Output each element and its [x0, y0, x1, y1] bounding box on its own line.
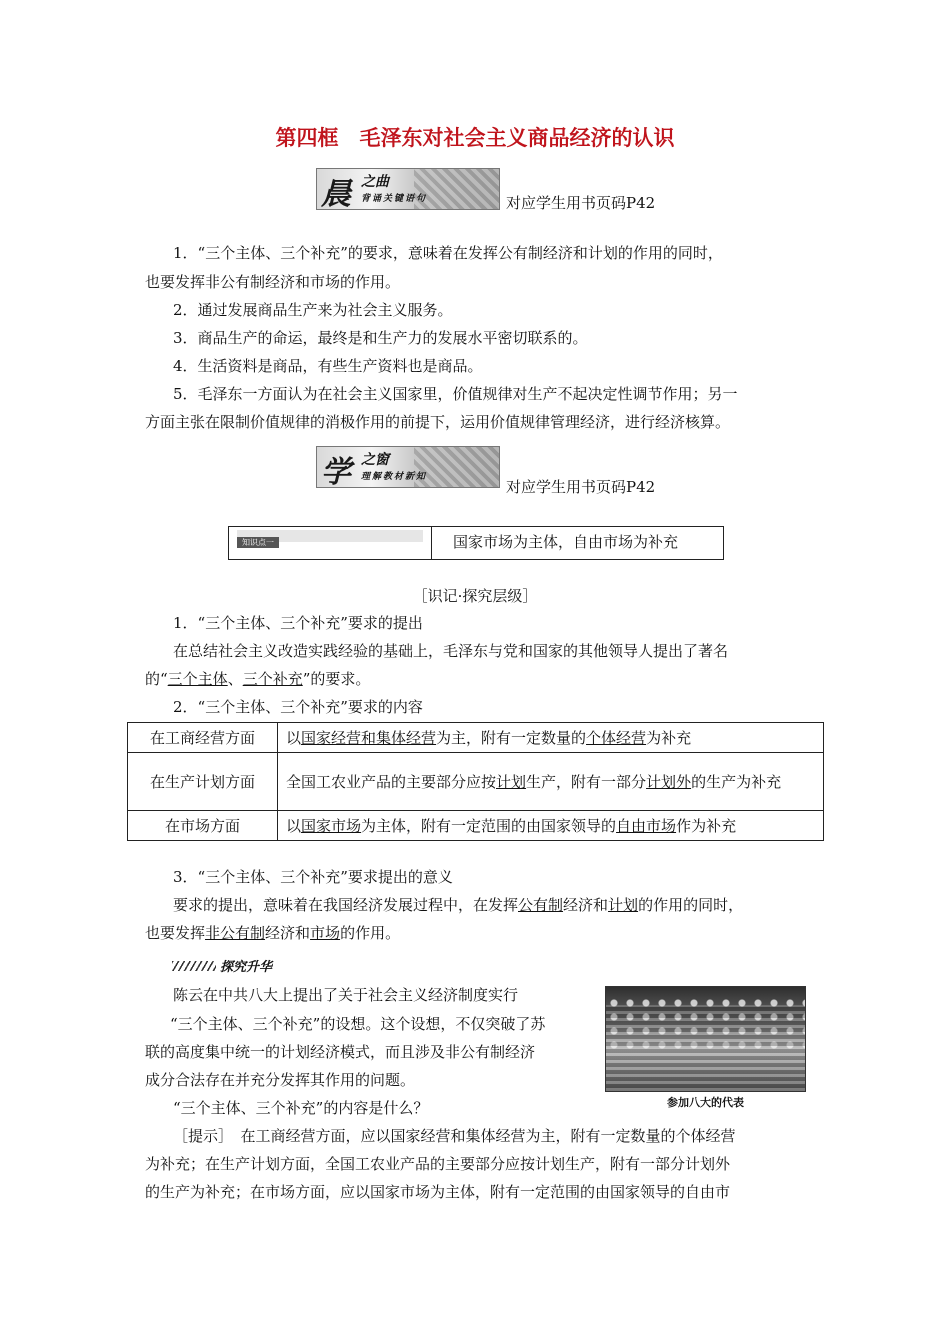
key-point: 方面主张在限制价值规律的消极作用的前提下，运用价值规律管理经济，进行经济核算。 [145, 413, 731, 431]
paragraph: 也要发挥非公有制经济和市场的作用。 [145, 924, 401, 942]
hint-text: 为补充；在生产计划方面，全国工农业产品的主要部分应按计划生产，附有一部分计划外 [145, 1155, 731, 1173]
hint-text: 的生产为补充；在市场方面，应以国家市场为主体，附有一定范围的由国家领导的自由市 [145, 1183, 731, 1201]
table-row [128, 811, 824, 841]
knowledge-tag: 知识点一 [237, 537, 279, 548]
key-point: 4．生活资料是商品，有些生产资料也是商品。 [173, 357, 483, 375]
banner-title: 之曲 [361, 174, 389, 190]
aspect-cell: 在生产计划方面 [128, 753, 278, 811]
section-heading: 2．“三个主体、三个补充”要求的内容 [173, 698, 423, 716]
knowledge-title: 国家市场为主体，自由市场为补充 [453, 533, 679, 551]
key-point: 2．通过发展商品生产来为社会主义服务。 [173, 301, 453, 319]
key-point: 也要发挥非公有制经济和市场的作用。 [145, 273, 401, 291]
key-point: 5．毛泽东一方面认为在社会主义国家里，价值规律对生产不起决定性调节作用；另一 [173, 385, 738, 403]
page-reference: 对应学生用书页码P42 [506, 194, 656, 212]
explore-question: “三个主体、三个补充”的内容是什么？ [173, 1099, 429, 1117]
page-title: 第四框 毛泽东对社会主义商品经济的认识 [275, 126, 675, 150]
section-heading: 1．“三个主体、三个补充”要求的提出 [173, 614, 423, 632]
knowledge-point-box [228, 526, 724, 560]
content-cell: 以国家市场为主体，附有一定范围的由国家领导的自由市场作为补充 [278, 811, 824, 841]
explore-text: 联的高度集中统一的计划经济模式，而且涉及非公有制经济 [145, 1043, 536, 1061]
table-row [128, 723, 824, 753]
congress-photo [605, 986, 806, 1092]
content-cell: 以国家经营和集体经营为主，附有一定数量的个体经营为补充 [278, 723, 824, 753]
divider [431, 527, 432, 559]
banner-subtitle: 理解教材新知 [361, 472, 428, 482]
table-row [128, 753, 824, 811]
slash-decoration [172, 961, 216, 971]
paragraph: 的“三个主体、三个补充”的要求。 [145, 670, 371, 688]
photo-caption: 参加八大的代表 [667, 1096, 744, 1109]
explore-text: 成分合法存在并充分发挥其作用的问题。 [145, 1071, 416, 1089]
study-window-banner [316, 446, 500, 488]
section-heading: 3．“三个主体、三个补充”要求提出的意义 [173, 868, 453, 886]
key-point: 3．商品生产的命运，最终是和生产力的发展水平密切联系的。 [173, 329, 588, 347]
page-reference: 对应学生用书页码P42 [506, 478, 656, 496]
banner-subtitle: 背诵关键语句 [361, 194, 428, 204]
explore-text: 陈云在中共八大上提出了关于社会主义经济制度实行 [173, 986, 519, 1004]
banner-char: 学 [321, 455, 351, 488]
content-cell: 全国工农业产品的主要部分应按计划生产，附有一部分计划外的生产为补充 [278, 753, 824, 811]
explore-text: “三个主体、三个补充”的设想。这个设想，不仅突破了苏 [170, 1015, 546, 1033]
aspect-cell: 在市场方面 [128, 811, 278, 841]
hint-text: ［提示］ 在工商经营方面，应以国家经营和集体经营为主，附有一定数量的个体经营 [173, 1127, 736, 1145]
explore-label: 探究升华 [172, 956, 272, 975]
knowledge-tag-bar [237, 530, 423, 547]
paragraph: 要求的提出，意味着在我国经济发展过程中，在发挥公有制经济和计划的作用的同时， [173, 896, 744, 914]
banner-title: 之窗 [361, 452, 389, 468]
morning-song-banner [316, 168, 500, 210]
content-table [127, 722, 824, 841]
level-label: ［识记·探究层级］ [412, 587, 538, 605]
aspect-cell: 在工商经营方面 [128, 723, 278, 753]
banner-char: 晨 [321, 177, 351, 210]
key-point: 1．“三个主体、三个补充”的要求，意味着在发挥公有制经济和计划的作用的同时， [173, 244, 723, 262]
paragraph: 在总结社会主义改造实践经验的基础上，毛泽东与党和国家的其他领导人提出了著名 [173, 642, 729, 660]
